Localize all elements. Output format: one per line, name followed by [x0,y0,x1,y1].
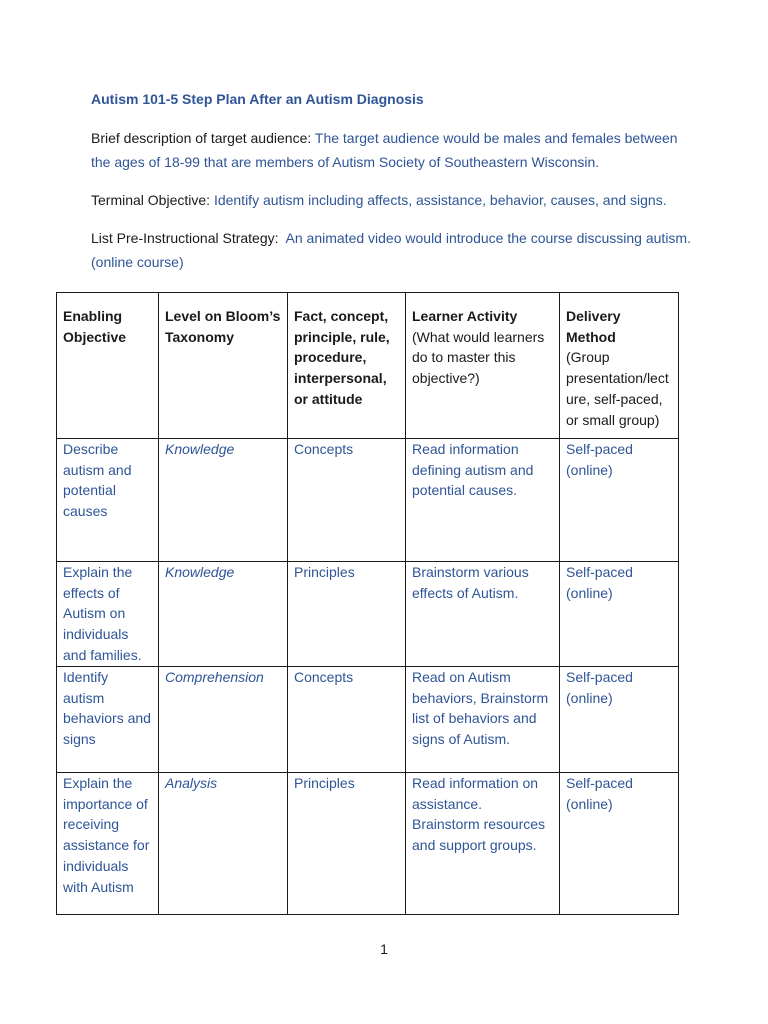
cell-delivery: Self-paced (online) [560,667,679,773]
cell-delivery: Self-paced (online) [560,562,679,667]
cell-type: Principles [288,773,406,915]
header-enabling-objective: Enabling Objective [57,293,159,439]
cell-type: Principles [288,562,406,667]
header-delivery-method-sub: (Group presentation/lecture, self-paced, or small group) [566,349,669,428]
table-row [57,667,679,773]
document-title: Autism 101-5 Step Plan After an Autism Diagnosis [91,91,424,107]
cell-blooms-level: Knowledge [159,562,288,667]
cell-delivery: Self-paced (online) [560,773,679,915]
table-row [57,439,679,562]
cell-activity: Read on Autism behaviors, Brainstorm list of behaviors and signs of Autism. [406,667,560,773]
header-learner-activity-sub: (What would learners do to master this objective?) [412,328,545,387]
table-header-row [57,293,679,439]
page-number: 1 [380,941,388,957]
cell-objective: Describe autism and potential causes [57,439,159,562]
objectives-table [56,292,679,915]
pre-instructional-strategy-label: List Pre-Instructional Strategy: [91,230,286,246]
header-delivery-method [560,293,679,439]
cell-delivery: Self-paced (online) [560,439,679,562]
cell-blooms-level: Knowledge [159,439,288,562]
target-audience-paragraph [91,126,691,174]
table-row [57,773,679,915]
header-learner-activity [406,293,560,439]
terminal-objective-label: Terminal Objective: [91,192,214,208]
cell-activity: Brainstorm various effects of Autism. [406,562,560,667]
cell-type: Concepts [288,667,406,773]
cell-blooms-level: Comprehension [159,667,288,773]
header-learner-activity-title: Learner Activity [412,308,518,324]
header-fact-concept: Fact, concept, principle, rule, procedure, interpersonal, or attitude [288,293,406,439]
cell-objective: Explain the importance of receiving assistance for individuals with Autism [57,773,159,915]
cell-objective: Explain the effects of Autism on individuals and families. [57,562,159,667]
cell-type: Concepts [288,439,406,562]
target-audience-value: The target audience would be males and females between the ages of 18-99 that are members of Autism Society of Southeastern Wisconsin. [91,130,678,170]
cell-objective: Identify autism behaviors and signs [57,667,159,773]
target-audience-label: Brief description of target audience: [91,130,315,146]
terminal-objective-value: Identify autism including affects, assistance, behavior, causes, and signs. [213,192,667,208]
pre-instructional-strategy-paragraph [91,226,691,274]
terminal-objective-paragraph [91,188,691,212]
cell-blooms-level: Analysis [159,773,288,915]
header-blooms-level: Level on Bloom’s Taxonomy [159,293,288,439]
table-row [57,562,679,667]
header-delivery-method-title: Delivery Method [566,308,621,345]
cell-activity: Read information defining autism and potential causes. [406,439,560,562]
pre-instructional-strategy-value: An animated video would introduce the course discussing autism. (online course) [91,230,691,270]
cell-activity: Read information on assistance. Brainstorm resources and support groups. [406,773,560,915]
